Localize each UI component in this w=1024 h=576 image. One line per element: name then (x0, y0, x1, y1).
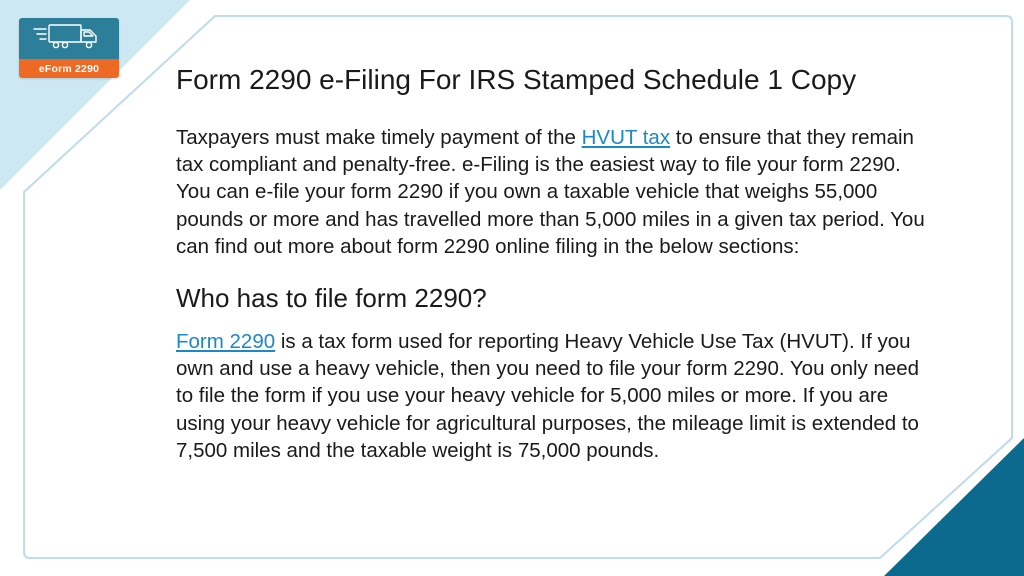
section-paragraph (176, 328, 936, 464)
truck-icon (32, 21, 106, 56)
logo-label: eForm 2290 (19, 59, 119, 78)
intro-text-before-link: Taxpayers must make timely payment of the (176, 126, 582, 149)
form-2290-link[interactable]: Form 2290 (176, 330, 276, 354)
section-text-after-link: is a tax form used for reporting Heavy Vehicle Use Tax (HVUT). If you own and use a heavy vehicle, then you need to file your form 2290. You only need to file the form if you use your heavy vehicle for 5,000 miles or more. If you are using your heavy vehicle for agricultural purposes, the mileage limit is extended to 7,500 miles and the taxable weight is 75,000 pounds. (176, 330, 920, 462)
hvut-tax-link[interactable]: HVUT tax (581, 126, 671, 149)
logo-icon-area (19, 18, 119, 59)
main-content (176, 62, 936, 464)
intro-text-after-link: to ensure that they remain tax compliant and penalty-free. e-Filing is the easiest way to file your form 2290. You can e-file your form 2290 if you own a taxable vehicle that weighs 55,000 pounds or more and has travelled more than 5,000 miles in a given tax period. You can find out more about form 2290 online filing in the below sections: (176, 126, 925, 258)
page-title: Form 2290 e-Filing For IRS Stamped Schedule 1 Copy (176, 64, 857, 95)
section-heading: Who has to file form 2290? (176, 283, 487, 314)
eform-2290-logo[interactable] (19, 18, 119, 78)
intro-paragraph (176, 124, 936, 260)
